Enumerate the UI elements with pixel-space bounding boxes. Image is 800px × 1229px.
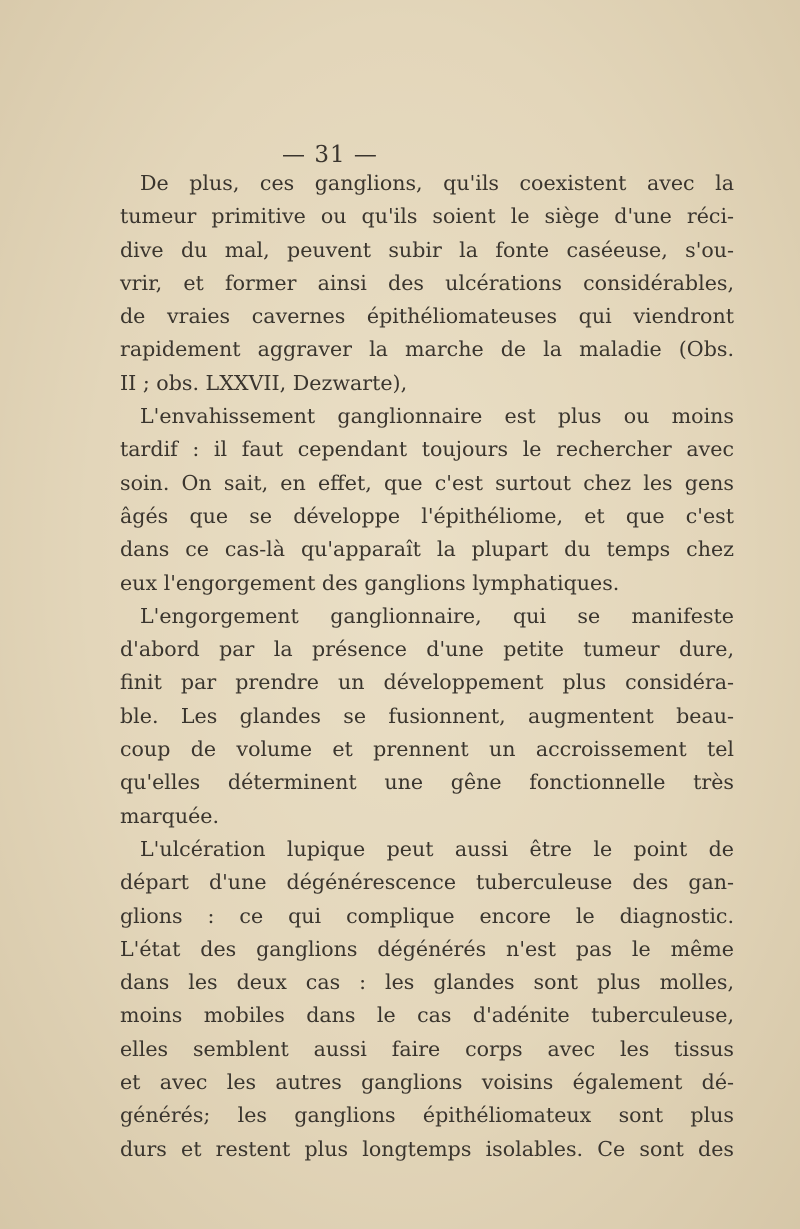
paragraph-4 xyxy=(120,833,734,1166)
text-line: L'engorgement ganglionnaire, qui se manifeste xyxy=(140,603,734,628)
text-line: tumeur primitive ou qu'ils soient le siège d'une réci- xyxy=(120,204,734,229)
paragraph-1 xyxy=(120,167,734,400)
text-line: elles semblent aussi faire corps avec les tissus xyxy=(120,1036,734,1061)
text-line: d'abord par la présence d'une petite tumeur dure, xyxy=(120,637,734,662)
paragraph-3 xyxy=(120,600,734,833)
text-line: De plus, ces ganglions, qu'ils coexistent avec la xyxy=(140,171,734,195)
text-line: eux l'engorgement des ganglions lymphatiques. xyxy=(120,570,620,595)
text-line: coup de volume et prennent un accroissement tel xyxy=(120,737,734,762)
text-line: rapidement aggraver la marche de la maladie (Obs. xyxy=(120,337,734,362)
text-line: ble. Les glandes se fusionnent, augmentent beau- xyxy=(120,703,734,728)
text-line: soin. On sait, en effet, que c'est surtout chez les gens xyxy=(120,470,734,495)
text-line: glions : ce qui complique encore le diagnostic. xyxy=(120,903,734,928)
text-line: qu'elles déterminent une gêne fonctionnelle très xyxy=(120,770,734,795)
text-line: générés; les ganglions épithéliomateux sont plus xyxy=(120,1103,734,1128)
text-line: marquée. xyxy=(120,803,220,828)
text-line: de vraies cavernes épithéliomateuses qui viendront xyxy=(120,304,734,329)
text-line: dans ce cas-là qu'apparaît la plupart du temps chez xyxy=(120,537,734,562)
text-line: L'état des ganglions dégénérés n'est pas le même xyxy=(120,936,734,961)
paragraph-2 xyxy=(120,400,734,600)
body-text xyxy=(120,167,734,1166)
text-line: âgés que se développe l'épithéliome, et que c'est xyxy=(120,503,734,528)
text-line: finit par prendre un développement plus considéra- xyxy=(120,670,734,695)
text-line: et avec les autres ganglions voisins également dé- xyxy=(120,1070,734,1095)
text-line: moins mobiles dans le cas d'adénite tuberculeuse, xyxy=(120,1003,734,1028)
text-line: II ; obs. LXXVII, Dezwarte), xyxy=(120,370,408,395)
text-line: L'ulcération lupique peut aussi être le point de xyxy=(140,836,734,861)
text-line: durs et restent plus longtemps isolables. Ce sont des xyxy=(120,1136,734,1161)
page-number: — 31 — xyxy=(282,142,378,168)
text-line: L'envahissement ganglionnaire est plus ou moins xyxy=(140,404,734,429)
text-line: vrir, et former ainsi des ulcérations considérables, xyxy=(120,270,734,295)
text-line: tardif : il faut cependant toujours le rechercher avec xyxy=(120,437,734,462)
text-line: départ d'une dégénérescence tuberculeuse des gan- xyxy=(120,870,734,895)
text-line: dans les deux cas : les glandes sont plus molles, xyxy=(120,970,734,995)
text-line: dive du mal, peuvent subir la fonte caséeuse, s'ou- xyxy=(120,237,734,262)
